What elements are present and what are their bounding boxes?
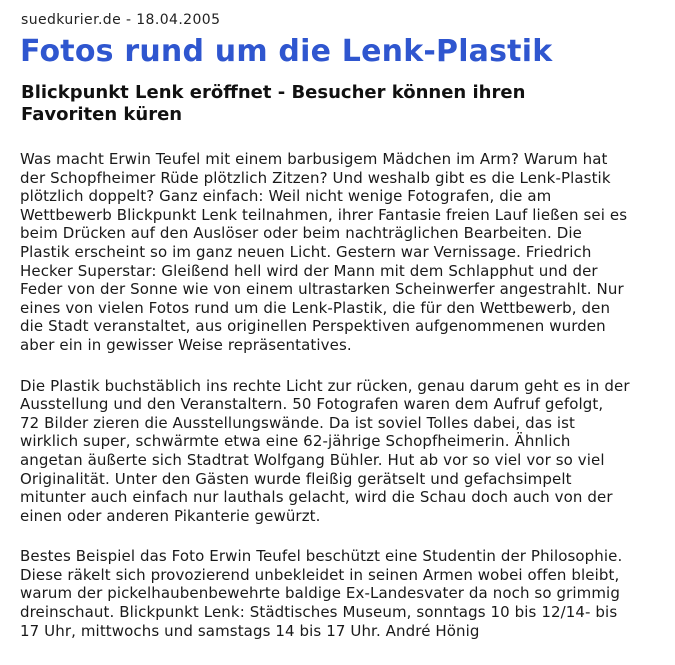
paragraph-3	[20, 547, 660, 640]
text-line: Die Plastik buchstäblich ins rechte Licht zur rücken, genau darum geht es in der	[20, 376, 630, 395]
text-line: Diese räkelt sich provozierend unbekleidet in seinen Armen wobei offen bleibt,	[20, 565, 620, 584]
text-line: Feder von der Sonne wie von einem ultrastarken Scheinwerfer angestrahlt. Nur	[20, 280, 624, 299]
text-line: 72 Bilder zieren die Ausstellungswände. Da ist soviel Tolles dabei, das ist	[20, 413, 576, 432]
text-line: dreinschaut. Blickpunkt Lenk: Städtisches Museum, sonntags 10 bis 12/14- bis	[20, 603, 618, 622]
text-line: Was macht Erwin Teufel mit einem barbusigem Mädchen im Arm? Warum hat	[20, 150, 608, 168]
text-line: wirklich super, schwärmte etwa eine 62-jährige Schopfheimerin. Ähnlich	[20, 432, 571, 451]
text-line: beim Drücken auf den Auslöser oder beim nachträglichen Bearbeiten. Die	[20, 224, 582, 243]
text-line: Hecker Superstar: Gleißend hell wird der Mann mit dem Schlapphut und der	[20, 261, 598, 280]
text-line: Ausstellung und den Veranstaltern. 50 Fotografen waren dem Aufruf gefolgt,	[20, 395, 604, 414]
subheadline-line: Favoriten küren	[21, 104, 183, 125]
text-line: 17 Uhr, mittwochs und samstags 14 bis 17 Uhr. André Hönig	[20, 621, 480, 640]
text-line: einen oder anderen Pikanterie gewürzt.	[20, 506, 321, 525]
paragraph-1	[20, 150, 660, 355]
text-line: warum der pickelhaubenbewehrte baldige Ex-Landesvater da noch so grimmig	[20, 584, 620, 603]
article-body	[20, 150, 660, 662]
text-line: der Schopfheimer Rüde plötzlich Zitzen? Und weshalb gibt es die Lenk-Plastik	[20, 168, 611, 187]
text-line: die Stadt veranstaltet, aus originellen Perspektiven aufgenommenen wurden	[20, 317, 606, 336]
text-line: Originalität. Unter den Gästen wurde fleißig gerätselt und gefachsimpelt	[20, 469, 572, 488]
text-line: eines von vielen Fotos rund um die Lenk-Plastik, die für den Wettbewerb, den	[20, 298, 611, 317]
subheadline-line: Blickpunkt Lenk eröffnet - Besucher können ihren	[21, 82, 526, 103]
article-subheadline	[21, 82, 621, 126]
source-and-date: suedkurier.de - 18.04.2005	[21, 12, 221, 28]
text-line: plötzlich doppelt? Ganz einfach: Weil nicht wenige Fotografen, die am	[20, 187, 552, 206]
text-line: angetan äußerte sich Stadtrat Wolfgang Bühler. Hut ab vor so viel vor so viel	[20, 450, 605, 469]
paragraph-2	[20, 377, 660, 526]
text-line: aber ein in gewisser Weise repräsentatives.	[20, 335, 352, 354]
text-line: mitunter auch einfach nur lauthals gelacht, wird die Schau doch auch von der	[20, 488, 613, 507]
text-line: Plastik erscheint so im ganz neuen Licht. Gestern war Vernissage. Friedrich	[20, 242, 592, 261]
text-line: Wettbewerb Blickpunkt Lenk teilnahmen, ihrer Fantasie freien Lauf ließen sei es	[20, 205, 628, 224]
article-headline: Fotos rund um die Lenk-Plastik	[20, 34, 553, 69]
text-line: Bestes Beispiel das Foto Erwin Teufel beschützt eine Studentin der Philosophie.	[20, 547, 623, 566]
